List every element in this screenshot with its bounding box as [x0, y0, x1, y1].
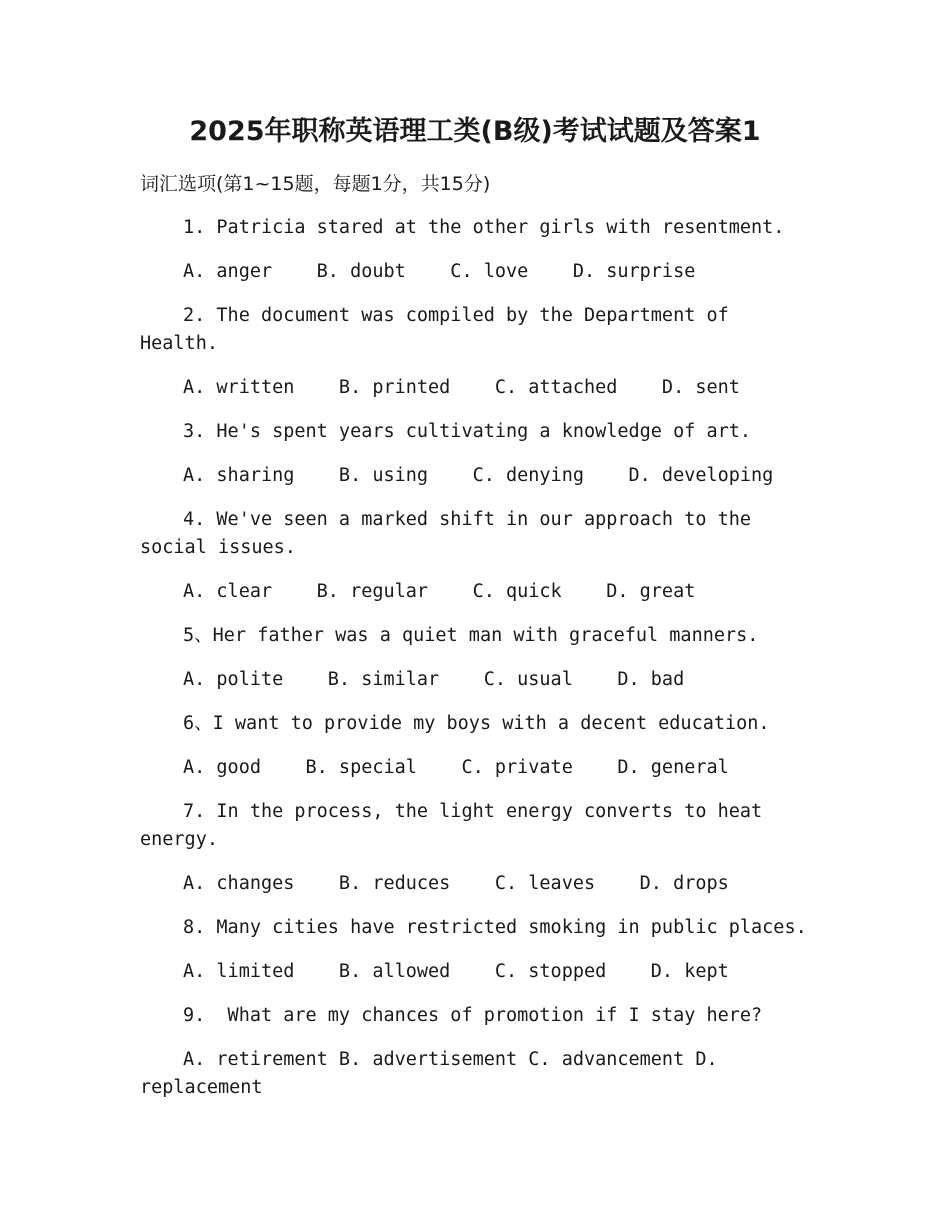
question-options: A. polite B. similar C. usual D. bad	[183, 669, 685, 690]
question-stem: 7. In the process, the light energy converts to heat energy.	[140, 801, 763, 850]
question-stem: 8. Many cities have restricted smoking in public places.	[183, 917, 807, 938]
question-options: A. anger B. doubt C. love D. surprise	[183, 261, 696, 282]
question-stem: 5、Her father was a quiet man with graceful manners.	[183, 625, 759, 646]
question-options: A. written B. printed C. attached D. sent	[183, 377, 740, 398]
question-stem: 9. What are my chances of promotion if I stay here?	[183, 1005, 763, 1026]
question-options: A. changes B. reduces C. leaves D. drops	[183, 873, 729, 894]
section-heading: 词汇选项(第1~15题，每题1分，共15分)	[140, 173, 491, 195]
page-title: 2025年职称英语理工类(B级)考试试题及答案1	[189, 116, 761, 147]
question-options: A. sharing B. using C. denying D. developing	[183, 465, 774, 486]
question-stem: 4. We've seen a marked shift in our approach to the social issues.	[140, 509, 752, 558]
question-options: A. clear B. regular C. quick D. great	[183, 581, 696, 602]
question-options: A. limited B. allowed C. stopped D. kept	[183, 961, 729, 982]
question-options: A. good B. special C. private D. general	[183, 757, 729, 778]
question-options: A. retirement B. advertisement C. advancement D. replacement	[140, 1049, 718, 1098]
question-stem: 3. He's spent years cultivating a knowledge of art.	[183, 421, 752, 442]
question-stem: 2. The document was compiled by the Department of Health.	[140, 305, 729, 354]
question-stem: 6、I want to provide my boys with a decent education.	[183, 713, 770, 734]
question-stem: 1. Patricia stared at the other girls with resentment.	[183, 217, 785, 238]
